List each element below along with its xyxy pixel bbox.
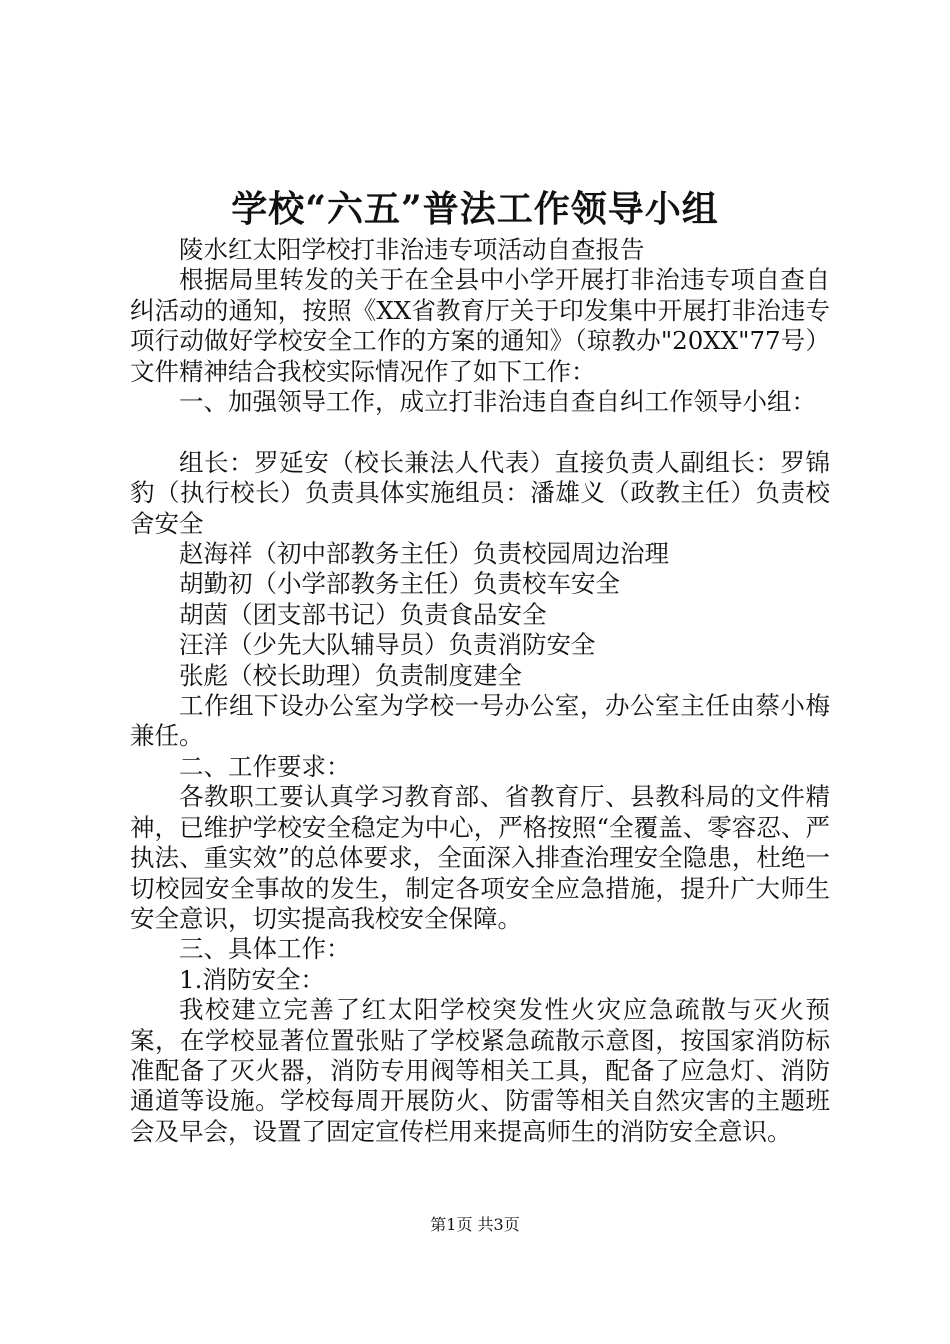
paragraph-section-one-heading: 一、加强领导工作，成立打非治违自查自纠工作领导小组： <box>179 387 816 417</box>
paragraph-member-wang: 汪洋（少先大队辅导员）负责消防安全 <box>179 630 596 660</box>
document-title: 学校“六五”普法工作领导小组 <box>231 188 719 230</box>
paragraph-member-zhang: 张彪（校长助理）负责制度建全 <box>179 660 522 690</box>
blank-line <box>130 417 830 447</box>
paragraph-leaders: 组长：罗延安（校长兼法人代表）直接负责人副组长：罗锦豹（执行校长）负责具体实施组员：潘雄义（政教主任）负责校舍安全 <box>130 447 830 538</box>
paragraph-requirements: 各教职工要认真学习教育部、省教育厅、县教科局的文件精神，已维护学校安全稳定为中心，严格按照“全覆盖、零容忍、严执法、重实效”的总体要求，全面深入排查治理安全隐患，杜绝一切校园安全事故的发生，制定各项安全应急措施，提升广大师生安全意识，切实提高我校安全保障。 <box>130 782 830 933</box>
paragraph-office: 工作组下设办公室为学校一号办公室，办公室主任由蔡小梅兼任。 <box>130 691 830 751</box>
paragraph-member-hu-qinchu: 胡勤初（小学部教务主任）负责校车安全 <box>179 569 620 599</box>
document-body <box>130 235 830 1147</box>
paragraph-section-three-heading: 三、具体工作： <box>179 934 351 964</box>
page-number-footer: 第1页 共3页 <box>430 1215 520 1234</box>
paragraph-member-zhao: 赵海祥（初中部教务主任）负责校园周边治理 <box>179 539 669 569</box>
paragraph-member-hu-yin: 胡茵（团支部书记）负责食品安全 <box>179 599 547 629</box>
paragraph-section-two-heading: 二、工作要求： <box>179 751 351 781</box>
paragraph-report-heading: 陵水红太阳学校打非治违专项活动自查报告 <box>179 235 645 264</box>
paragraph-fire-safety: 我校建立完善了红太阳学校突发性火灾应急疏散与灭火预案，在学校显著位置张贴了学校紧急疏散示意图，按国家消防标准配备了灭火器，消防专用阀等相关工具，配备了应急灯、消防通道等设施。学校每周开展防火、防雷等相关自然灾害的主题班会及早会，设置了固定宣传栏用来提高师生的消防安全意识。 <box>130 995 830 1146</box>
paragraph-fire-safety-heading: 1.消防安全： <box>179 964 325 994</box>
paragraph-intro: 根据局里转发的关于在全县中小学开展打非治违专项自查自纠活动的通知，按照《XX省教育厅关于印发集中开展打非治违专项行动做好学校安全工作的方案的通知》（琼教办"20XX"77号）文件精神结合我校实际情况作了如下工作： <box>130 265 830 386</box>
